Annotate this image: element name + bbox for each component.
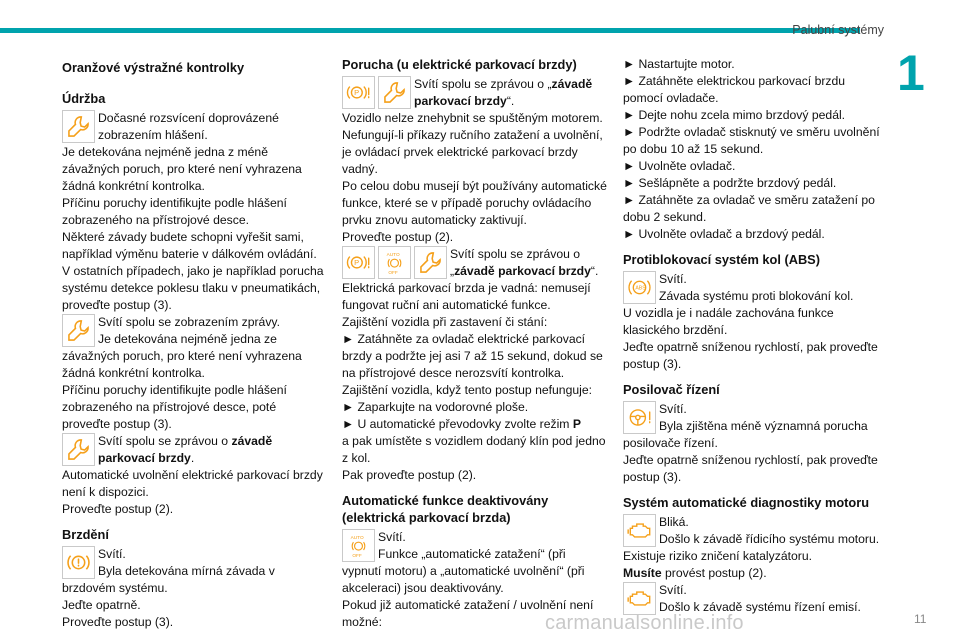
engine-check-icon: [623, 582, 656, 615]
column-1: Oranžové výstražné kontrolky Údržba Dočasné rozsvícení doprovázené zobrazením hlášení. Je detekována nejméně jedna z méně závažných poruch, pro které není vyhrazena žádná konkrétní kontrolka. Příčinu poruchy identifikujte podle hlášení zobrazeného na přístrojové desce. Některé závady budete schopni vyřešit sami, například výměnu baterie v dálkovém ovládání. V ostatních případech, jako je například porucha systému detekce poklesu tlaku v pneumatikách, proveďte postup (3). Svítí spolu se zobrazením zprávy. Je detekována nejméně jedna ze závažných poruch, pro které není vyhrazena žádná konkrétní kontrolka. Příčinu poruchy identifikujte podle hlášení zobrazeného na přístrojové desce, poté proveďte postup (3). Svítí spolu se zprávou o závadě parkovací brzdy. Automatické uvolnění elektrické parkovací brzdy není k dispozici. Proveďte postup (2). Brzdění Svítí. Byla detekována mírná závada v brzdovém systému. Jeďte opatrně. Proveďte postup (3).: [62, 60, 324, 629]
wrench-icon: [62, 433, 95, 466]
epb-fault-item-1: P Svítí spolu se zprávou o „závadě parkovací brzdy“.: [342, 76, 607, 110]
maintenance-item-3: Svítí spolu se zprávou o závadě parkovací brzdy.: [62, 433, 324, 467]
wrench-icon: [62, 110, 95, 143]
svg-text:AUTO: AUTO: [386, 252, 400, 258]
steering-fault-icon: [623, 401, 656, 434]
auto-off-item: AUTO OFF Svítí. Funkce „automatické zatažení“ (při: [342, 529, 607, 563]
svg-text:P: P: [353, 88, 359, 98]
parking-brake-fault-icon: [342, 246, 375, 279]
page-number: 11: [914, 612, 927, 626]
header-accent-bar: [0, 28, 860, 33]
obd-item-1: Bliká. Došlo k závadě řídicího systému motoru.: [623, 514, 888, 548]
steering-heading: Posilovač řízení: [623, 382, 720, 397]
column-2: Porucha (u elektrické parkovací brzdy) P Svítí spolu se zprávou o „závadě parkovací brzdy“. Vozidlo nelze znehybnit se spuštěným motorem. Nefungují-li příkazy ručního zatažení a uvolnění, je ovládací prvek elektrické parkovací brzdy vadný. Po celou dobu musejí být používány automatické funkce, které se v případě poruchy ovládacího prvku znovu automaticky zaktivují. Proveďte postup (2). P AUTO OFF Svítí spolu se zprávou o „závadě parkovací brzdy“. Elektrická parkovací brzda je vadná: nemusejí fungovat ruční ani automatické funkce. Zajištění vozidla při zastavení či stání: ► Zatáhněte za ovladač elektrické parkovací brzdy a podržte jej asi 7 až 15 sekund, dokud se na přístrojové desce nerozsvítí kontrolka. Zajištění vozidla, když tento postup nefunguje: ► Zaparkujte na vodorovné ploše. ► U automatické převodovky zvolte režim P a pak umístěte s vozidlem dodaný klín pod jedno z kol. Pak proveďte postup (2). Automatické funkce deaktivovány (elektrická parkovací brzda) AUTO OFF Svítí. Funkce „automatické zatažení“ (při vypnutí motoru) a „automatické uvolnění“ (při akceleraci) jsou deaktivovány. Pokud již automatické zatažení / uvolnění není možné:: [342, 57, 607, 629]
abs-icon: [623, 271, 656, 304]
svg-text:AUTO: AUTO: [350, 535, 364, 541]
steering-item: Svítí. Byla zjištěna méně významná porucha: [623, 401, 888, 435]
auto-off-icon: [378, 246, 411, 279]
column-3: ► Nastartujte motor. ► Zatáhněte elektrickou parkovací brzdu pomocí ovladače. ► Dejte nohu zcela mimo brzdový pedál. ► Podržte ovladač stisknutý ve směru uvolnění po dobu 10 až 15 sekund. ► Uvolněte ovladač. ► Sešlápněte a podržte brzdový pedál. ► Zatáhněte za ovladač ve směru zatažení po dobu 2 sekund. ► Uvolněte ovladač a brzdový pedál. Protiblokovací systém kol (ABS) ABS Svítí. Závada systému proti blokování kol. U vozidla je i nadále zachována funkce klasického brzdění. Jeďte opatrně sníženou rychlostí, pak proveďte postup (3). Posilovač řízení Svítí. Byla zjištěna méně významná porucha posilovače řízení. Jeďte opatrně sníženou rychlostí, pak proveďte postup (3). Systém automatické diagnostiky motoru Bliká. Došlo k závadě řídicího systému motoru. Existuje riziko zničení katalyzátoru. Musíte provést postup (2). Svítí. Došlo k závadě systému řízení emisí.: [623, 56, 888, 616]
orange-warning-lights-title: Oranžové výstražné kontrolky: [62, 60, 245, 75]
parking-brake-fault-icon: [342, 76, 375, 109]
obd-heading: Systém automatické diagnostiky motoru: [623, 495, 870, 510]
watermark: carmanualsonline.info: [545, 612, 744, 634]
auto-functions-heading: Automatické funkce deaktivovány (elektrická parkovací brzda): [342, 493, 549, 525]
abs-item: ABS Svítí. Závada systému proti blokování kol.: [623, 271, 888, 305]
maintenance-item-2: Svítí spolu se zobrazením zprávy. Je detekována nejméně jedna ze: [62, 314, 324, 348]
engine-check-icon: [623, 514, 656, 547]
maintenance-heading: Údržba: [62, 91, 106, 106]
svg-text:P: P: [353, 258, 359, 268]
maintenance-item-1: Dočasné rozsvícení doprovázené zobrazením hlášení.: [62, 110, 324, 144]
wrench-icon: [62, 314, 95, 347]
obd-item-2: Svítí. Došlo k závadě systému řízení emisí.: [623, 582, 888, 616]
section-title: Palubní systémy: [792, 23, 884, 37]
brakes-heading: Brzdění: [62, 527, 109, 542]
auto-off-icon: [342, 529, 375, 562]
svg-text:ABS: ABS: [635, 285, 646, 292]
wrench-icon: [378, 76, 411, 109]
chapter-number: 1: [897, 45, 925, 101]
brakes-item: Svítí. Byla detekována mírná závada v: [62, 546, 324, 580]
epb-fault-heading: Porucha (u elektrické parkovací brzdy): [342, 57, 577, 72]
svg-text:OFF: OFF: [388, 270, 398, 276]
abs-heading: Protiblokovací systém kol (ABS): [623, 252, 820, 267]
svg-text:OFF: OFF: [352, 553, 362, 559]
wrench-icon: [414, 246, 447, 279]
epb-fault-item-2: P AUTO OFF Svítí spolu se zprávou o „závadě parkovací brzdy“.: [342, 246, 607, 280]
brake-warning-icon: [62, 546, 95, 579]
